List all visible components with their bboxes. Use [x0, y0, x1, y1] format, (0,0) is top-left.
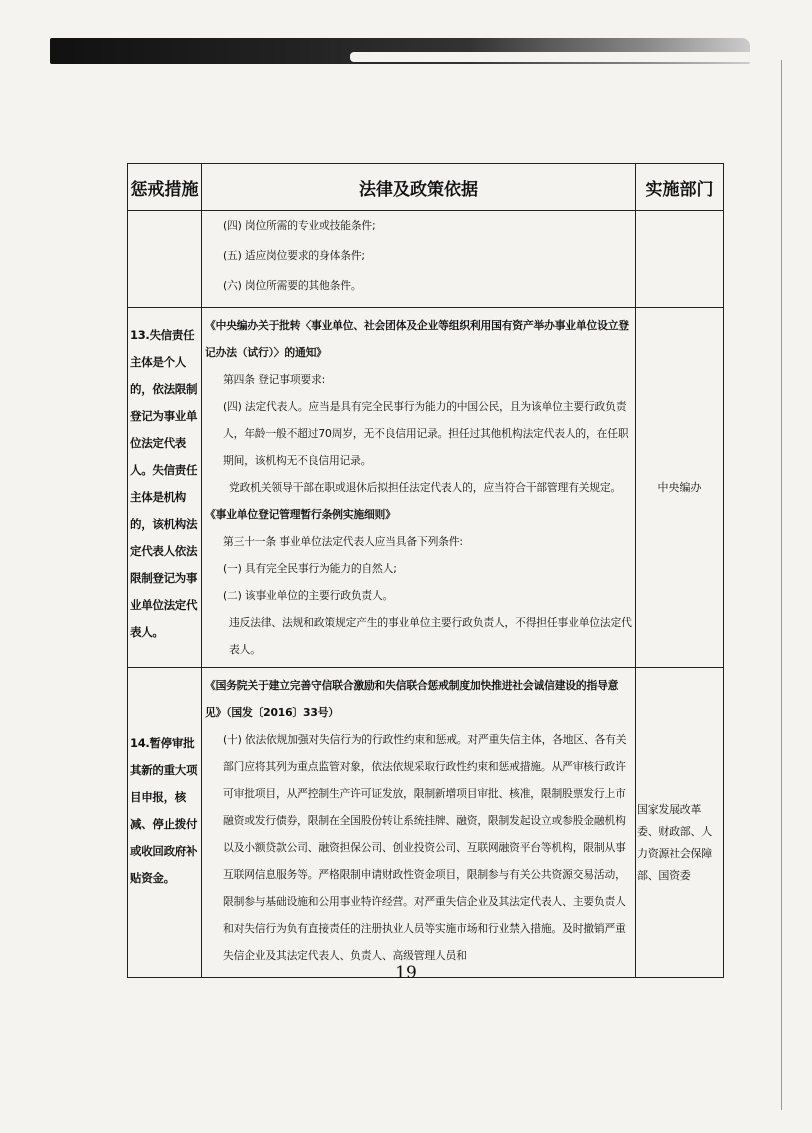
basis-cell — [202, 308, 636, 668]
header-department: 实施部门 — [636, 164, 724, 211]
table-row-continuation — [128, 211, 724, 308]
measure-cell — [128, 211, 202, 308]
measure-cell: 13.失信责任主体是个人的，依法限制登记为事业单位法定代表人。失信责任主体是机构的，该机构法定代表人依法限制登记为事业单位法定代表人。 — [128, 308, 202, 668]
measure-cell: 14.暂停审批其新的重大项目申报，核减、停止拨付或收回政府补贴资金。 — [128, 668, 202, 978]
basis-cell — [202, 668, 636, 978]
basis-line: 党政机关领导干部在职或退休后拟担任法定代表人的，应当符合干部管理有关规定。 — [229, 481, 622, 494]
basis-line: (十) 依法依规加强对失信行为的行政性约束和惩戒。对严重失信主体，各地区、各有关部门应将其列为重点监管对象，依法依规采取行政性约束和惩戒措施。从严审核行政许可审批项目，从严控制生产许可证发放，限制新增项目审批、核准，限制股票发行上市融资或发行债券，限制在全国股份转让系统挂牌、融资，限制发起设立或参股金融机构以及小额贷款公司、融资担保公司、创业投资公司、互联网融资平台等机构，限制从事互联网信息服务等。严格限制申请财政性资金项目，限制参与有关公共资源交易活动，限制参与基础设施和公用事业特许经营。对严重失信企业及其法定代表人、主要负责人和对失信行为负有直接责任的注册执业人员等实施市场和行业禁入措施。及时撤销严重失信企业及其法定代表人、负责人、高级管理人员和 — [223, 733, 627, 962]
basis-line: (一) 具有完全民事行为能力的自然人; — [223, 562, 397, 575]
department-cell: 中央编办 — [636, 308, 724, 668]
basis-line: (五) 适应岗位要求的身体条件; — [223, 249, 365, 262]
department-cell — [636, 211, 724, 308]
basis-line: (四) 岗位所需的专业或技能条件; — [223, 219, 376, 232]
basis-line: 《事业单位登记管理暂行条例实施细则》 — [205, 508, 396, 521]
basis-line: (二) 该事业单位的主要行政负责人。 — [223, 589, 394, 602]
header-basis: 法律及政策依据 — [202, 164, 636, 211]
basis-line: 第三十一条 事业单位法定代表人应当具备下列条件: — [223, 535, 463, 548]
basis-line: 第四条 登记事项要求: — [223, 373, 326, 386]
policy-table — [127, 163, 724, 978]
header-measure: 惩戒措施 — [128, 164, 202, 211]
table-header-row — [128, 164, 724, 211]
page-number: 19 — [395, 963, 417, 983]
basis-line: 《中央编办关于批转〈事业单位、社会团体及企业等组织利用国有资产举办事业单位设立登记办法（试行）〉的通知》 — [205, 319, 629, 359]
scan-edge-line — [781, 60, 782, 1110]
table-row-14 — [128, 668, 724, 978]
department-cell: 国家发展改革委、财政部、人力资源社会保障部、国资委 — [636, 668, 724, 978]
basis-line: (四) 法定代表人。应当是具有完全民事行为能力的中国公民，且为该单位主要行政负责人，年龄一般不超过70周岁，无不良信用记录。担任过其他机构法定代表人的，在任职期间，该机构无不良信用记录。 — [223, 400, 629, 467]
basis-line: 违反法律、法规和政策规定产生的事业单位主要行政负责人，不得担任事业单位法定代表人。 — [229, 616, 632, 656]
table-row-13 — [128, 308, 724, 668]
basis-line: (六) 岗位所需要的其他条件。 — [223, 279, 362, 292]
scan-top-shadow — [50, 38, 750, 64]
basis-cell — [202, 211, 636, 308]
basis-line: 《国务院关于建立完善守信联合激励和失信联合惩戒制度加快推进社会诚信建设的指导意见》（国发〔2016〕33号） — [205, 679, 619, 719]
